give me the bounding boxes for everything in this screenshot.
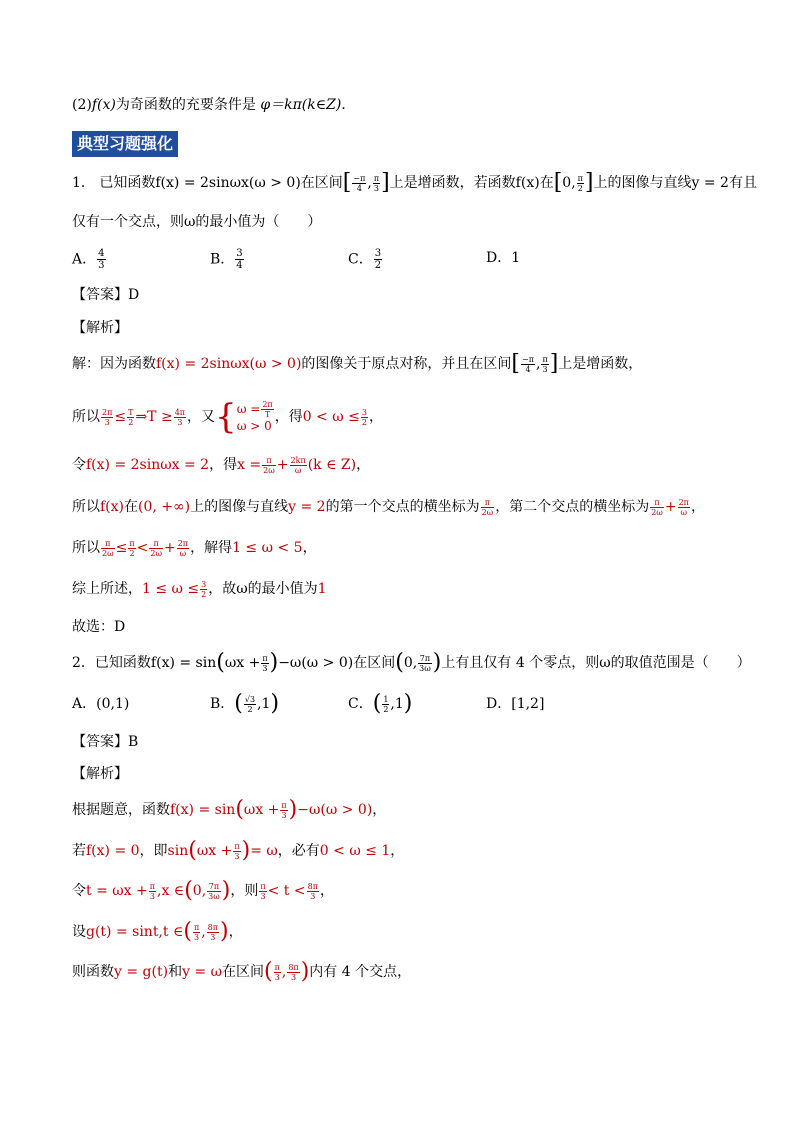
- fraction: [259, 882, 266, 901]
- option-label: D．: [486, 250, 512, 266]
- q2-option-c[interactable]: [348, 691, 413, 716]
- fraction: [274, 963, 281, 982]
- frac-num: 8π: [307, 881, 318, 891]
- answer-value: D: [128, 287, 140, 303]
- fraction: [541, 355, 548, 374]
- text: ，又: [187, 409, 216, 425]
- frac-num: π: [577, 173, 583, 183]
- paren-right: ): [300, 959, 310, 984]
- paren-right: ): [220, 919, 229, 944]
- frac-den: 2: [247, 704, 253, 714]
- frac-num: −π: [353, 173, 366, 183]
- frac-num: 7π: [208, 881, 220, 891]
- math: ≤: [114, 409, 127, 425]
- text: ，得: [209, 457, 238, 473]
- text: ，: [319, 883, 334, 899]
- frac-den: 3: [260, 891, 266, 901]
- frac-den: 3: [290, 972, 297, 982]
- q2-number: 2．: [72, 655, 95, 671]
- text: ，解得: [190, 540, 233, 556]
- math: ωx +: [196, 843, 233, 859]
- frac-num: 7π: [419, 653, 431, 663]
- fraction: [280, 801, 287, 820]
- bracket-right: ]: [584, 170, 594, 195]
- text: ，: [390, 843, 405, 859]
- q2-sol-line2: [72, 838, 405, 863]
- q2-sol-line4: 设g(t) = sint,t ∈( $\frac{\pi}{3}$ , $\frac{8\pi}{3}$ )，: [72, 919, 243, 944]
- frac-num: 2kπ: [290, 455, 306, 465]
- fraction: [287, 963, 299, 982]
- option-text: 1: [511, 250, 521, 266]
- frac-num: π: [262, 653, 268, 663]
- math: y = 2: [288, 499, 326, 515]
- frac-den: 3ω: [208, 891, 220, 901]
- fraction: [193, 923, 200, 942]
- fraction: [101, 408, 113, 427]
- math: −ω(ω > 0): [278, 655, 354, 671]
- intro-cond: φ＝kπ(k∈Z): [260, 97, 342, 113]
- frac-den: 4: [356, 183, 362, 193]
- frac-den: 3: [310, 891, 316, 901]
- math: 0 < ω ≤: [302, 409, 360, 425]
- text: 的图像关于原点对称，并且在区间: [301, 356, 512, 372]
- math: t = ωx +: [86, 883, 148, 899]
- frac-den: 2ω: [263, 465, 275, 475]
- fraction: [361, 408, 368, 427]
- math: f(x) = 0: [86, 843, 140, 859]
- fraction: [418, 654, 432, 673]
- frac-num: 4π: [174, 407, 186, 417]
- paren-left: (: [184, 878, 193, 903]
- text: 在区间: [222, 964, 265, 980]
- answer-label: 【答案】: [72, 734, 128, 750]
- math: g(t) = sint,t ∈: [86, 924, 184, 940]
- text: ，第二个交点的横坐标为: [495, 499, 650, 515]
- paren-left: (: [188, 838, 197, 863]
- fraction: [678, 498, 690, 517]
- paren-left: (: [216, 650, 225, 675]
- q1-option-b[interactable]: [210, 248, 245, 271]
- frac-den: 2ω: [651, 507, 663, 517]
- frac-num: 3: [236, 248, 243, 259]
- math: ω =: [236, 402, 261, 416]
- frac-den: 3: [262, 663, 268, 673]
- fraction: [233, 842, 240, 861]
- frac-den: 3: [373, 183, 379, 193]
- frac-num: π: [260, 881, 266, 891]
- frac-den: 4: [525, 364, 531, 374]
- frac-num: π: [129, 538, 135, 548]
- q1-sol-line4: [72, 497, 705, 517]
- q1-sol-line6: [72, 579, 327, 599]
- frac-num: 2π: [262, 400, 273, 409]
- paren-left: (: [395, 650, 404, 675]
- q1-math: y = 2: [691, 175, 729, 191]
- fraction: [262, 456, 276, 475]
- math: 0,: [403, 655, 418, 671]
- frac-num: π: [542, 354, 548, 364]
- option-text: ,1: [390, 696, 404, 712]
- math: +: [163, 540, 176, 556]
- frac-num: 8π: [207, 922, 219, 932]
- fraction: [261, 400, 273, 419]
- text: 令: [72, 457, 86, 473]
- math: <: [136, 540, 149, 556]
- fraction: [244, 695, 256, 714]
- q1-math: f(x): [515, 175, 540, 191]
- q1-sol-line2: [72, 397, 383, 437]
- math: (k ∈ Z): [307, 457, 357, 473]
- math: f(x) = 2sinωx = 2: [86, 457, 210, 473]
- q2-analysis-label: 【解析】: [72, 766, 128, 782]
- fraction: [352, 174, 366, 193]
- q1-text: 在: [539, 175, 554, 191]
- math: 1: [317, 581, 327, 597]
- math: 1 ≤ ω < 5: [232, 540, 303, 556]
- text: 若: [72, 843, 86, 859]
- text: 已知函数: [94, 655, 151, 671]
- text: ，: [356, 457, 371, 473]
- option-label: D．: [486, 696, 512, 712]
- frac-num: 3: [201, 579, 207, 589]
- frac-den: 2: [374, 260, 382, 271]
- option-label: A．: [72, 696, 97, 712]
- text: 内有 4 个交点，: [309, 964, 412, 980]
- math: (0, +∞): [138, 499, 191, 515]
- fraction: [374, 248, 382, 271]
- paren-left: (: [183, 919, 192, 944]
- math: < t <: [267, 883, 306, 899]
- fraction: [307, 882, 319, 901]
- q1-math: f(x) = 2sinωx(ω > 0): [155, 175, 301, 191]
- math: 0,: [192, 883, 207, 899]
- frac-den: 3: [149, 891, 155, 901]
- frac-num: √3: [244, 694, 256, 704]
- frac-num: 3: [374, 248, 382, 259]
- math: ,x ∈: [157, 883, 185, 899]
- paren-right: ): [403, 691, 413, 716]
- fraction: [382, 695, 389, 714]
- text: 所以: [72, 540, 100, 556]
- text: ，: [368, 409, 383, 425]
- text: 上是增函数，: [558, 356, 643, 372]
- q1-text: 上的图像与直线: [593, 175, 692, 191]
- q1-option-d[interactable]: [486, 248, 520, 268]
- math: y = g(t): [114, 964, 169, 980]
- paren-right: ): [221, 878, 231, 903]
- frac-den: 3: [98, 260, 105, 271]
- text: 设: [72, 924, 86, 940]
- frac-den: 3: [177, 417, 183, 427]
- math: −ω(ω > 0): [297, 802, 373, 818]
- fraction: [261, 654, 268, 673]
- frac-den: 3: [210, 932, 216, 942]
- text: ，: [302, 540, 317, 556]
- frac-den: 2: [577, 183, 583, 193]
- math: ⇒T ≥: [135, 409, 173, 425]
- frac-num: 2π: [177, 538, 189, 548]
- frac-den: 2ω: [150, 548, 162, 558]
- option-text: (0,1): [96, 696, 130, 712]
- text: 在区间: [353, 655, 396, 671]
- frac-den: 2: [128, 417, 134, 427]
- frac-den: ω: [179, 548, 187, 558]
- fraction: [481, 498, 495, 517]
- frac-den: 3ω: [419, 663, 431, 673]
- fraction: [290, 456, 307, 475]
- q2-option-a[interactable]: [72, 694, 129, 714]
- frac-num: π: [193, 922, 200, 932]
- brace: {: [215, 397, 237, 437]
- bracket-right: ]: [381, 170, 390, 195]
- frac-num: π: [281, 800, 287, 810]
- paren-left: (: [235, 797, 244, 822]
- paren-left: (: [264, 959, 273, 984]
- paren-right: ): [288, 797, 298, 822]
- frac-den: 3: [542, 364, 548, 374]
- math: ≤: [115, 540, 128, 556]
- math: 1 ≤ ω ≤: [142, 581, 200, 597]
- frac-num: π: [101, 539, 115, 549]
- text: 根据题意，函数: [72, 802, 170, 818]
- bracket-left: [: [511, 351, 521, 376]
- q1-text: 有且: [728, 175, 757, 191]
- text: 和: [168, 964, 183, 980]
- frac-num: 2π: [678, 497, 689, 507]
- fraction: [128, 539, 135, 558]
- option-label: B．: [210, 251, 235, 268]
- text: ，: [690, 499, 705, 515]
- intro-line: [72, 95, 355, 115]
- frac-den: 3: [104, 417, 110, 427]
- frac-den: ω: [680, 507, 688, 517]
- paren-right: ): [432, 650, 442, 675]
- math: f(x): [100, 499, 125, 515]
- intro-prefix: (2): [72, 97, 92, 113]
- q2-sol-line5: 则函数y = g(t)和y = ω在区间( $\frac{\pi}{3}$ , $\frac{8\pi}{3}$ )内有 4 个交点，: [72, 959, 412, 984]
- frac-num: 4: [98, 248, 105, 259]
- q2-option-d[interactable]: [486, 694, 544, 714]
- fraction: [97, 248, 105, 271]
- paren-left: (: [372, 691, 382, 716]
- math: f(x) = sin: [150, 655, 217, 671]
- text: 解：因为函数: [72, 356, 156, 372]
- answer-label: 【答案】: [72, 287, 128, 303]
- fraction: [235, 248, 243, 271]
- frac-den: 2: [129, 548, 135, 558]
- system-row: ω > 0: [236, 419, 272, 433]
- fraction: [101, 539, 115, 558]
- frac-num: π: [149, 881, 156, 891]
- equation-system: [237, 400, 275, 434]
- math: ωx +: [243, 802, 280, 818]
- frac-num: 2π: [102, 407, 113, 417]
- bracket-left: [: [553, 170, 563, 195]
- option-label: B．: [210, 696, 235, 712]
- math: +: [276, 457, 289, 473]
- answer-value: B: [128, 734, 139, 750]
- text: 上有且仅有 4 个零点，则ω的取值范围是（ ）: [441, 655, 751, 671]
- bracket-left: [: [342, 170, 352, 195]
- frac-den: 3: [274, 972, 280, 982]
- frac-num: π: [149, 539, 163, 549]
- fraction: [127, 408, 134, 427]
- text: 所以: [72, 409, 100, 425]
- math: 0 < ω ≤ 1: [319, 843, 391, 859]
- math: x =: [237, 457, 262, 473]
- math: +: [664, 499, 677, 515]
- q2-stem: [72, 650, 751, 675]
- q1-sol-line1: 解：因为函数f(x) = 2sinωx(ω > 0)的图像关于原点对称，并且在区间[ $\frac{-\pi}{4}$ , $\frac{\pi}{3}$ ]上是增函数，: [72, 351, 643, 376]
- text: ，: [228, 924, 243, 940]
- frac-den: 2ω: [481, 507, 494, 517]
- frac-num: π: [650, 498, 664, 508]
- frac-den: 2: [201, 589, 207, 599]
- q1-text: 已知函数: [99, 175, 156, 191]
- intro-end: ．: [341, 97, 356, 113]
- frac-num: 3: [361, 407, 367, 417]
- frac-den: 3: [194, 932, 200, 942]
- q1-choose: 故选：D: [72, 619, 126, 635]
- q2-sol-line3: [72, 878, 334, 903]
- fraction: [521, 355, 535, 374]
- system-row: [237, 400, 275, 419]
- frac-num: π: [274, 962, 280, 972]
- text: 令: [72, 883, 86, 899]
- math: f(x) = 2sinωx(ω > 0): [156, 356, 302, 372]
- fraction: [149, 882, 156, 901]
- text: ，必有: [277, 843, 320, 859]
- q1-number: 1．: [72, 175, 95, 191]
- option-label: C．: [348, 696, 373, 712]
- math: ωx +: [224, 655, 261, 671]
- fraction: [177, 539, 189, 558]
- text: ，则: [230, 883, 259, 899]
- frac-den: T: [264, 410, 271, 419]
- fraction: [149, 539, 163, 558]
- frac-num: T: [128, 407, 134, 417]
- text: 上的图像与直线: [190, 499, 289, 515]
- text: ，得: [274, 409, 303, 425]
- text: ，即: [139, 843, 168, 859]
- intro-fx: f(x): [91, 97, 116, 113]
- frac-den: 2ω: [102, 548, 114, 558]
- math: = ω: [250, 843, 278, 859]
- option-text: [1,2]: [511, 696, 545, 712]
- option-label: A．: [72, 251, 97, 268]
- math: f(x) = sin: [170, 802, 236, 818]
- text: 综上所述，: [72, 581, 142, 597]
- frac-num: π: [262, 456, 276, 466]
- frac-num: 1: [383, 694, 389, 704]
- frac-den: 3: [234, 851, 240, 861]
- option-label: C．: [348, 251, 373, 268]
- paren-left: (: [234, 691, 243, 716]
- paren-right: ): [269, 650, 279, 675]
- fraction: [207, 923, 219, 942]
- q1-answer: [72, 285, 139, 305]
- frac-den: 3: [281, 810, 287, 820]
- bracket-right: ]: [549, 351, 559, 376]
- q1-sol-line3: [72, 455, 370, 475]
- frac-den: 2: [361, 417, 367, 427]
- section-title: 典型习题强化: [72, 131, 178, 157]
- paren-right: ): [270, 691, 280, 716]
- text: ，故ω的最小值为: [208, 581, 318, 597]
- text: 在: [124, 499, 139, 515]
- frac-num: π: [234, 841, 240, 851]
- q1-stem-line2: 仅有一个交点，则ω的最小值为（ ）: [72, 214, 322, 230]
- frac-den: 2: [383, 704, 389, 714]
- text: ，: [372, 802, 387, 818]
- q1-option-a[interactable]: [72, 248, 107, 271]
- frac-num: π: [373, 173, 380, 183]
- math: y = ω: [182, 964, 223, 980]
- frac-den: ω: [294, 465, 302, 475]
- fraction: [577, 174, 584, 193]
- q2-answer: [72, 732, 138, 752]
- fraction: [373, 174, 380, 193]
- q2-option-b[interactable]: [210, 691, 280, 716]
- frac-num: −π: [522, 354, 534, 364]
- frac-den: 4: [236, 260, 243, 271]
- math: sin: [167, 843, 189, 859]
- q1-option-c[interactable]: [348, 248, 383, 271]
- q1-math: 0,: [562, 175, 576, 191]
- q1-stem-line1: 1． 已知函数f(x) = 2sinωx(ω > 0)在区间[ $\frac{-\pi}{4}$ , $\frac{\pi}{3}$ ]上是增函数，若函数f(x)在[0, $\frac{\pi}{2}$ ]上的图像与直线y = 2有且: [72, 170, 757, 195]
- intro-middle: 为奇函数的充要条件是: [115, 97, 261, 113]
- fraction: [200, 580, 207, 599]
- q1-sol-line5: [72, 538, 317, 558]
- fraction: [650, 498, 664, 517]
- fraction: [174, 408, 186, 427]
- q2-sol-line1: [72, 797, 387, 822]
- q1-text: 在区间: [300, 175, 343, 191]
- q1-analysis-label: 【解析】: [72, 320, 128, 336]
- fraction: [207, 882, 221, 901]
- frac-num: 8π: [288, 962, 299, 972]
- text: 所以: [72, 499, 100, 515]
- q1-text: 上是增函数，若函数: [389, 175, 516, 191]
- option-text: ,1: [257, 696, 271, 712]
- frac-num: π: [481, 498, 495, 508]
- text: 则函数: [72, 964, 114, 980]
- paren-right: ): [241, 838, 251, 863]
- text: 的第一个交点的横坐标为: [325, 499, 480, 515]
